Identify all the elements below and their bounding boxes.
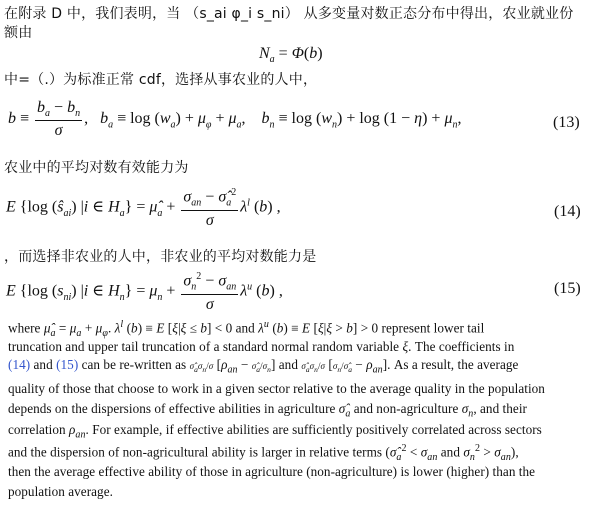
eq15-reference-link[interactable]: (15) <box>56 357 79 372</box>
employment-share-equation: $N_a = \Phi(b)$ <box>259 45 323 66</box>
equation-15-number: (15) <box>554 280 581 297</box>
intro-line-2: 额由 <box>4 25 33 41</box>
equation-14-number: (14) <box>554 203 581 220</box>
para-line-2: truncation and upper tail truncation of a standard normal random variable ξ. The coefficients in <box>8 339 515 354</box>
cdf-line: 中=（.）为标准正常 cdf，选择从事农业的人中， <box>4 72 318 88</box>
para-line-6: correlation $\rho_{an}$. For example, if effective abilities are sufficiently positively correlated across sectors <box>8 422 542 441</box>
para-line-7: and the dispersion of non-agricultural ability is larger in relative terms ($\sigmâ_a^2 < \sigma_{an}$ and $\sigma_n^2 > \sigma_{an}$), <box>8 443 519 464</box>
equation-13: b ≡ $\frac{b_a - b_n}{\sigma}$ , $b_a \equiv \log (w_a) + \mu_\varphi + \mu_a$, $b_n \equiv \log (w_n) + \log (1 - \eta) + \mu_n$, <box>8 99 462 140</box>
para-line-4: quality of those that choose to work in a given sector relative to the average quality in the population <box>8 381 545 396</box>
equation-14: E {log $(ŝ_{ai})$ |i ∈ $H_a$} = $\mû_a$ + $\frac{\sigma_{an} - \sigmâ_a^2}{\sigma}$ $\lambda^l$ (b) , <box>6 187 281 229</box>
para-line-5: depends on the dispersions of effective abilities in agriculture $\sigmâ_a$ and non-agriculture $\sigma_n$, and their <box>8 401 527 420</box>
intro-line-1: 在附录 D 中，我们表明，当 （s_ai φ_i s_ni） 从多变量对数正态分布中得出，农业就业份 <box>4 6 574 22</box>
para-line-1: where $\mû_a = \mu_a + \mu_\varphi$. $\lambda^l$ (b) ≡ E [ξ|ξ ≤ b] < 0 and $\lambda^u$ (b) ≡ E [ξ|ξ > b] > 0 represent lower tail <box>8 319 485 340</box>
eq14-reference-link[interactable]: (14) <box>8 357 31 372</box>
para-line-3: (14) and (15) can be re-written as $\sigmâ_a\sigma_n/\sigma$ [$\rho_{an}$ − $\sigmâ_a/\sigma_n$] and $\sigmâ_a\sigma_n/\sigma$ $[\sigma_n/\sigmâ_a - \rho_{an}]$. As a result, the average <box>8 357 519 376</box>
para-line-8: then the average effective ability of those in agriculture (non-agriculture) is lower (higher) than the <box>8 464 536 479</box>
para-line-9: population average. <box>8 484 113 499</box>
equation-15: E {log $(s_{ni})$ |i ∈ $H_n\} = \mu_n$ + $\frac{\sigma_n^2 - \sigma_{an}}{\sigma}$ $\lambda^u$ (b) , <box>6 271 283 313</box>
non-agriculture-intro: ，而选择非农业的人中，非农业的平均对数能力是 <box>4 249 317 265</box>
agriculture-intro: 农业中的平均对数有效能力为 <box>4 160 189 176</box>
equation-13-number: (13) <box>553 114 580 131</box>
